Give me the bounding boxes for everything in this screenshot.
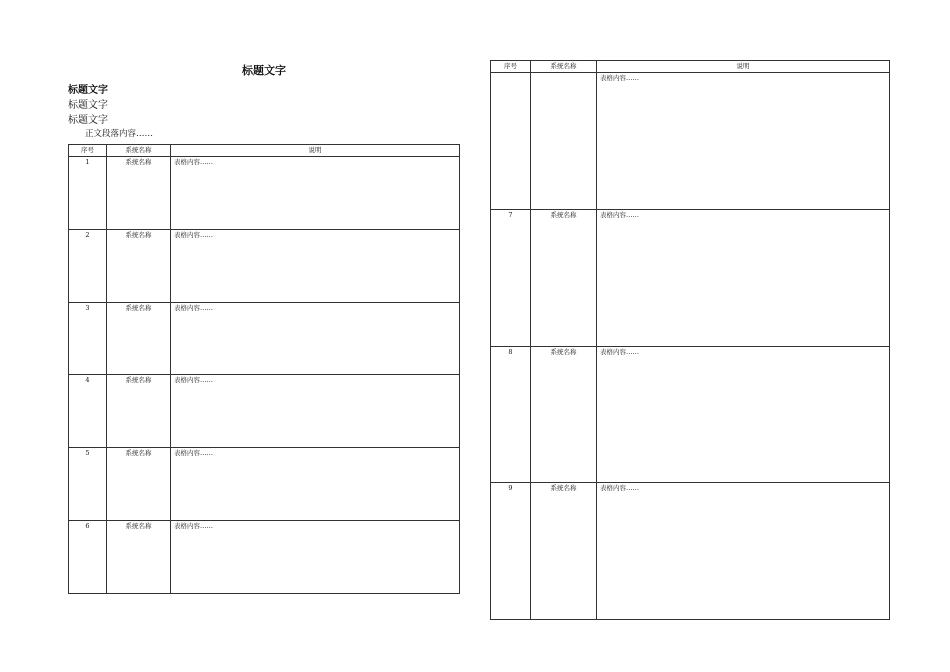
- column-header-desc: 说明: [597, 61, 890, 73]
- table-row: [69, 521, 460, 594]
- column-header-name: 系统名称: [107, 145, 171, 157]
- row-number: 5: [69, 448, 107, 521]
- system-name: 系统名称: [107, 521, 171, 594]
- row-number: 1: [69, 157, 107, 230]
- system-name: 系统名称: [107, 302, 171, 375]
- table-row: [69, 375, 460, 448]
- system-description: 表格内容……: [171, 229, 460, 302]
- table-row: [491, 346, 890, 483]
- table-row: [69, 302, 460, 375]
- system-description: 表格内容……: [597, 73, 890, 210]
- system-description: 表格内容……: [171, 375, 460, 448]
- row-number: 3: [69, 302, 107, 375]
- system-name: 系统名称: [107, 448, 171, 521]
- intro-paragraph: 正文段落内容……: [85, 129, 154, 139]
- right-systems-table: [490, 60, 890, 620]
- system-name: 系统名称: [531, 209, 597, 346]
- system-description: 表格内容……: [171, 448, 460, 521]
- left-systems-table: [68, 144, 460, 594]
- column-header-no: 序号: [491, 61, 531, 73]
- chapter-title: 标题文字: [242, 64, 286, 77]
- table-header-row: [491, 61, 890, 73]
- system-name: 系统名称: [107, 375, 171, 448]
- system-name: 系统名称: [107, 229, 171, 302]
- row-number: 8: [491, 346, 531, 483]
- system-description: 表格内容……: [171, 521, 460, 594]
- table-row: [69, 229, 460, 302]
- section-heading-3: 标题文字: [68, 115, 108, 126]
- section-heading-1: 标题文字: [68, 85, 108, 96]
- table-row: [69, 448, 460, 521]
- table-row: [69, 157, 460, 230]
- column-header-name: 系统名称: [531, 61, 597, 73]
- table-row: [491, 73, 890, 210]
- system-name: [531, 73, 597, 210]
- system-name: 系统名称: [531, 346, 597, 483]
- row-number: 2: [69, 229, 107, 302]
- table-row: [491, 209, 890, 346]
- table-header-row: [69, 145, 460, 157]
- column-header-no: 序号: [69, 145, 107, 157]
- row-number: 7: [491, 209, 531, 346]
- row-number: 6: [69, 521, 107, 594]
- system-description: 表格内容……: [171, 157, 460, 230]
- system-description: 表格内容……: [597, 346, 890, 483]
- system-description: 表格内容……: [171, 302, 460, 375]
- column-header-desc: 说明: [171, 145, 460, 157]
- section-heading-2: 标题文字: [68, 100, 108, 111]
- system-name: 系统名称: [107, 157, 171, 230]
- table-row: [491, 483, 890, 620]
- row-number: 9: [491, 483, 531, 620]
- system-description: 表格内容……: [597, 483, 890, 620]
- row-number: 4: [69, 375, 107, 448]
- system-name: 系统名称: [531, 483, 597, 620]
- right-column: [490, 60, 890, 620]
- left-column: [68, 62, 460, 594]
- row-number: [491, 73, 531, 210]
- system-description: 表格内容……: [597, 209, 890, 346]
